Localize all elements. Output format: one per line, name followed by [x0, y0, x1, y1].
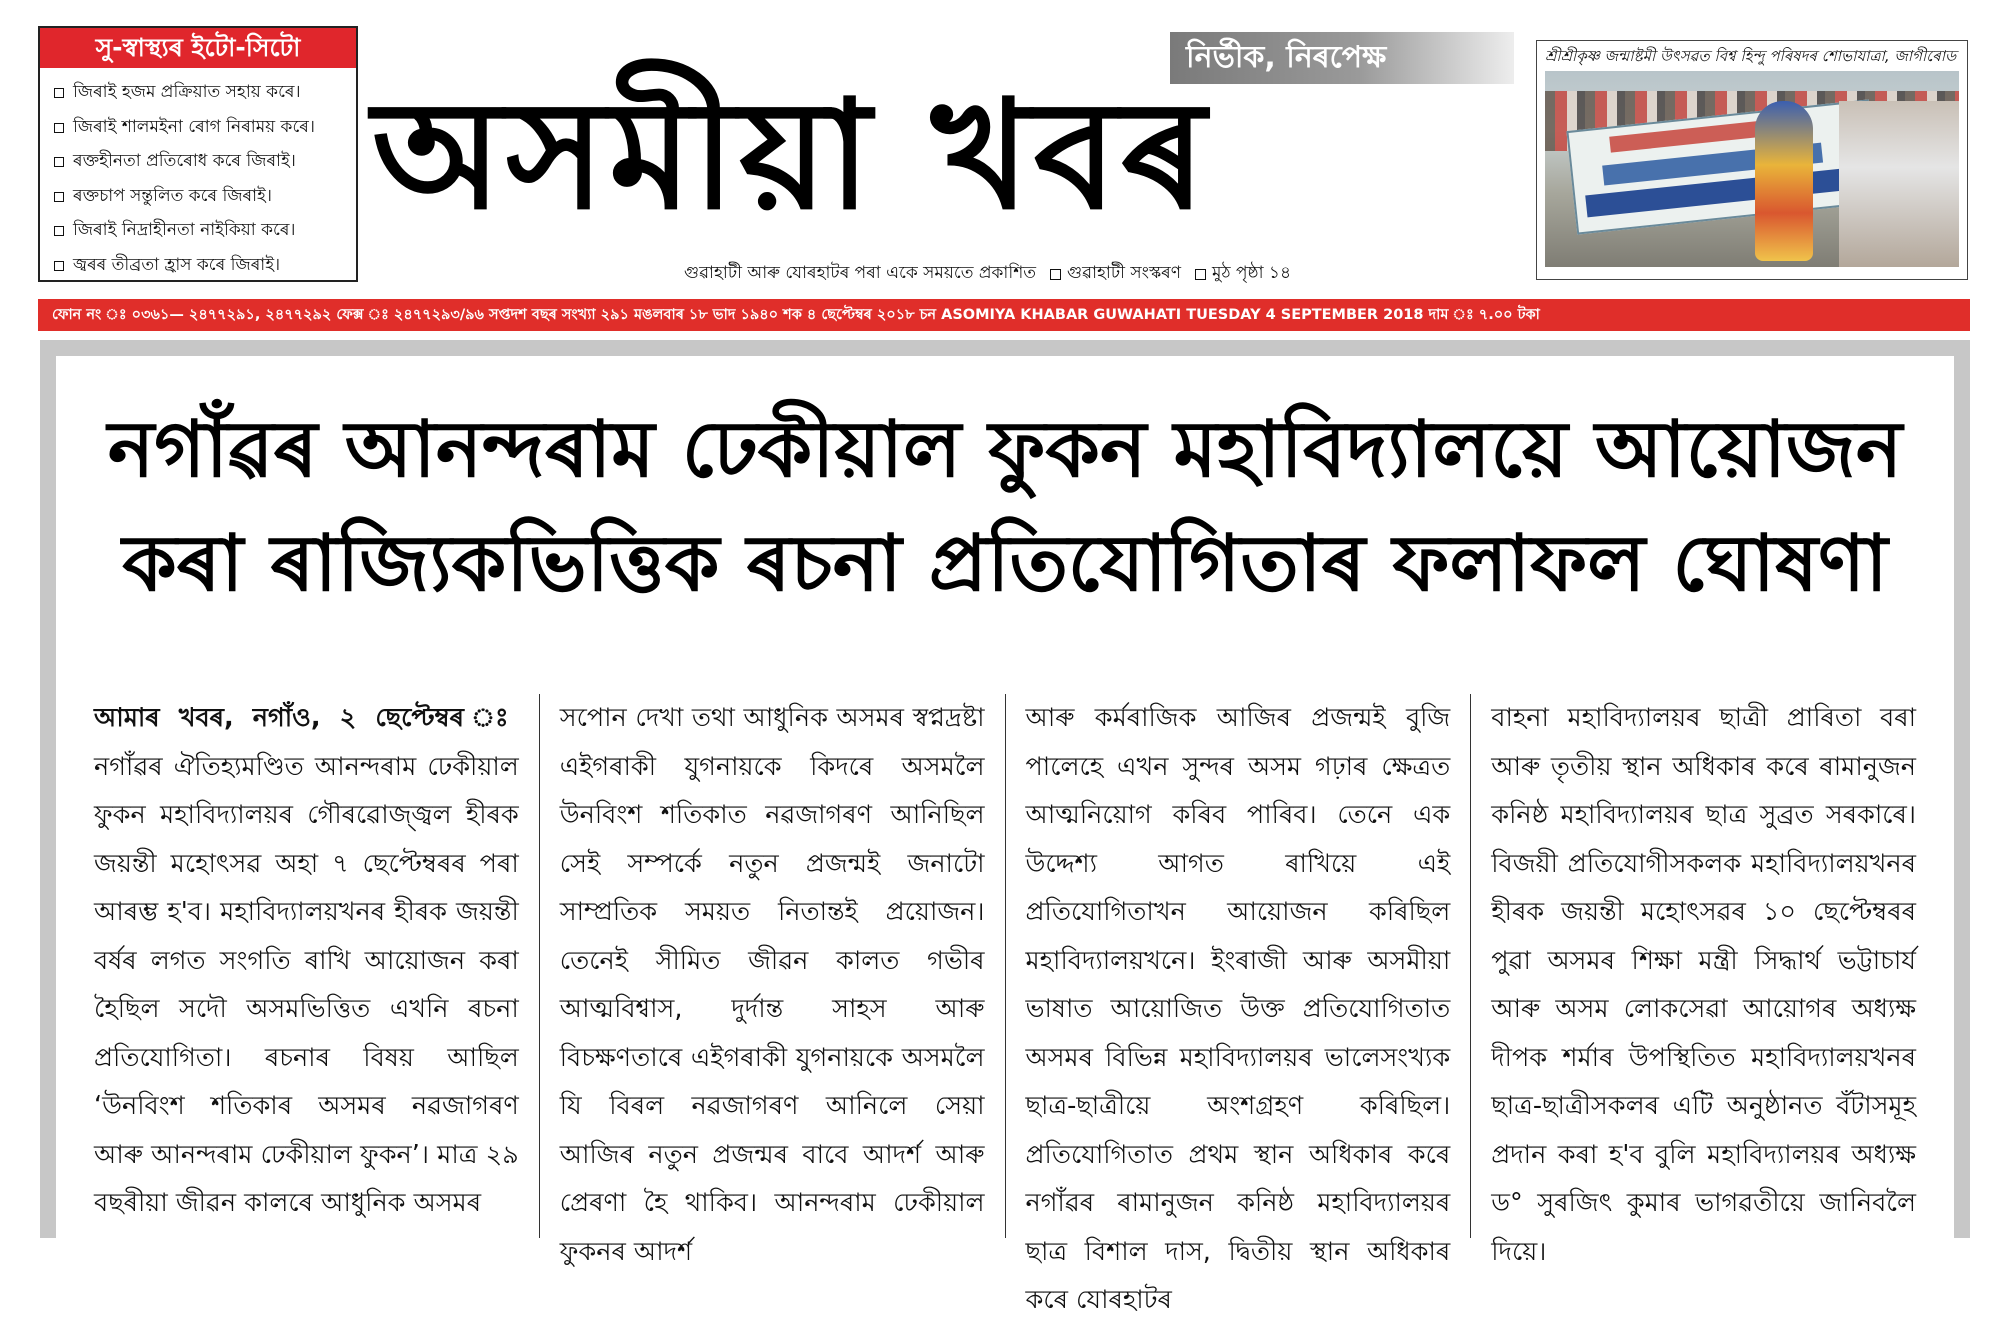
photo-caption: শ্ৰীশ্ৰীকৃষ্ণ জন্মাষ্টমী উৎসৱত বিশ্ব হিন্দু পৰিষদৰ শোভাযাত্ৰা, জাগীৰোড [1545, 47, 1957, 65]
newspaper-title: অসমীয়া খবৰ [372, 69, 1210, 243]
article-text: নগাঁৱৰ ঐতিহ্যমণ্ডিত আনন্দৰাম ঢেকীয়াল ফুকন মহাবিদ্যালয়ৰ গৌৰৱোজ্জ্বল হীৰক জয়ন্তী মহোৎসৱ অহা ৭ ছেপ্টেম্বৰৰ পৰা আৰম্ভ হ'ব। মহাবিদ্যালয়খনৰ হীৰক জয়ন্তী বৰ্ষৰ লগত সংগতি ৰাখি আয়োজন কৰা হৈছিল সদৌ অসমভিত্তিত এখনি ৰচনা প্ৰতিযোগিতা। ৰচনাৰ বিষয় আছিল ‘উনবিংশ শতিকাৰ অসমৰ নৱজাগৰণ আৰু আনন্দৰাম ঢেকীয়াল ফুকন’। মাত্ৰ ২৯ বছৰীয়া জীৱন কালৰে আধুনিক অসমৰ [94, 751, 519, 1218]
issue-info-strip: ফোন নং ঃ ০৩৬১— ২৪৭৭২৯১, ২৪৭৭২৯২ ফেক্স ঃ ২৪৭৭২৯৩/৯৬ সপ্তদশ বছৰ সংখ্যা ২৯১ মঙলবাৰ ১৮ ভাদ ১৯৪০ শক ৪ ছেপ্টেম্বৰ ২০১৮ চন ASOMIYA KHABAR GUWAHATI TUESDAY 4 SEPTEMBER 2018 দাম ঃ ৭.০০ টকা [38, 299, 1970, 331]
health-tips-list [40, 68, 356, 283]
photo-crowd-right [1839, 101, 1959, 267]
masthead-tagline: নিৰ্ভীক, নিৰপেক্ষ [1170, 32, 1514, 84]
article-column-4 [1470, 694, 1936, 1267]
health-tip-text: ৰক্তহীনতা প্ৰতিৰোধ কৰে জিৰাই। [73, 151, 296, 172]
article-column-3 [1005, 694, 1471, 1315]
edition-separator-icon [1050, 269, 1061, 280]
health-tip-text: ৰক্তচাপ সন্তুলিত কৰে জিৰাই। [73, 185, 272, 206]
article-paragraph: আৰু কৰ্মৰাজিক আজিৰ প্ৰজন্মই বুজি পালেহে এখন সুন্দৰ অসম গঢ়াৰ ক্ষেত্ৰত আত্মনিয়োগ কৰিব পাৰিব। তেনে এক উদ্দেশ্য আগত ৰাখিয়ে এই প্ৰতিযোগিতাখন আয়োজন কৰিছিল মহাবিদ্যালয়খনে। ইংৰাজী আৰু অসমীয়া ভাষাত আয়োজিত উক্ত প্ৰতিযোগিতাত অসমৰ বিভিন্ন মহাবিদ্যালয়ৰ ভালেসংখ্যক ছাত্ৰ-ছাত্ৰীয়ে অংশগ্ৰহণ কৰিছিল। প্ৰতিযোগিতাত প্ৰথম স্থান অধিকাৰ কৰে নগাঁৱৰ ৰামানুজন কনিষ্ঠ মহাবিদ্যালয়ৰ ছাত্ৰ বিশাল দাস, দ্বিতীয় স্থান অধিকাৰ কৰে যোৰহাটৰ [1025, 703, 1451, 1315]
health-tip-item [54, 145, 356, 180]
checkbox-bullet-icon [54, 123, 64, 133]
article-column-2 [539, 694, 1005, 1267]
health-tip-item [54, 76, 356, 111]
checkbox-bullet-icon [54, 157, 64, 167]
health-tip-item [54, 180, 356, 215]
article-column-1 [74, 694, 539, 1238]
photo-costumed-child [1755, 101, 1813, 261]
checkbox-bullet-icon [54, 261, 64, 271]
article-paragraph: সপোন দেখা তথা আধুনিক অসমৰ স্বপ্নদ্ৰষ্টা এইগৰাকী যুগনায়কে কিদৰে অসমলৈ উনবিংশ শতিকাত নৱজাগৰণ আনিছিল সেই সম্পৰ্কে নতুন প্ৰজন্মই জনাটো সাম্প্ৰতিক সময়ত নিতান্তই প্ৰয়োজন। তেনেই সীমিত জীৱন কালত গভীৰ আত্মবিশ্বাস, দুৰ্দান্ত সাহস আৰু বিচক্ষণতাৰে এইগৰাকী যুগনায়কে অসমলৈ যি বিৰল নৱজাগৰণ আনিলে সেয়া আজিৰ নতুন প্ৰজন্মৰ বাবে আদৰ্শ আৰু প্ৰেৰণা হৈ থাকিব। আনন্দৰাম ঢেকীয়াল ফুকনৰ আদৰ্শ [559, 703, 985, 1267]
edition-label: গুৱাহাটী সংস্কৰণ [1067, 263, 1182, 283]
health-tips-box [38, 26, 358, 282]
headline-line-1: নগাঁৱৰ আনন্দৰাম ঢেকীয়াল ফুকন মহাবিদ্যালয়ে আয়োজন [107, 405, 1903, 495]
procession-photo [1545, 71, 1959, 267]
health-tip-text: জ্বৰৰ তীব্ৰতা হ্ৰাস কৰে জিৰাই। [73, 254, 281, 275]
published-note: গুৱাহাটী আৰু যোৰহাটৰ পৰা একে সময়তে প্ৰকাশিত [684, 263, 1037, 283]
page-count: মুঠ পৃষ্ঠা ১৪ [1212, 263, 1291, 283]
headline-line-2: কৰা ৰাজ্যিকভিত্তিক ৰচনা প্ৰতিযোগিতাৰ ফলাফল ঘোষণা [122, 519, 1888, 609]
article [56, 356, 1954, 1315]
checkbox-bullet-icon [54, 192, 64, 202]
health-tip-text: জিৰাই নিদ্ৰাহীনতা নাইকিয়া কৰে। [73, 220, 296, 241]
health-tip-item [54, 249, 356, 284]
masthead-subline [684, 260, 1291, 288]
dateline: আমাৰ খবৰ, নগাঁও, ২ ছেপ্টেম্বৰ ঃ [94, 703, 519, 733]
article-paragraph: বাহনা মহাবিদ্যালয়ৰ ছাত্ৰী প্ৰাৰিতা বৰা আৰু তৃতীয় স্থান অধিকাৰ কৰে ৰামানুজন কনিষ্ঠ মহাবিদ্যালয়ৰ ছাত্ৰ সুব্ৰত সৰকাৰে। বিজয়ী প্ৰতিযোগীসকলক মহাবিদ্যালয়খনৰ হীৰক জয়ন্তী মহোৎসৱৰ ১০ ছেপ্টেম্বৰৰ পুৱা অসমৰ শিক্ষা মন্ত্ৰী সিদ্ধাৰ্থ ভট্টাচাৰ্য আৰু অসম লোকসেৱা আয়োগৰ অধ্যক্ষ দীপক শৰ্মাৰ উপস্থিতিত মহাবিদ্যালয়খনৰ ছাত্ৰ-ছাত্ৰীসকলৰ এটি অনুষ্ঠানত বঁটাসমূহ প্ৰদান কৰা হ'ব বুলি মহাবিদ্যালয়ৰ অধ্যক্ষ ড° সুৰজিৎ কুমাৰ ভাগৱতীয়ে জানিবলৈ দিয়ে। [1491, 703, 1916, 1267]
article-paragraph [94, 694, 519, 1228]
news-photo-box [1536, 40, 1968, 280]
article-columns [74, 694, 1936, 1315]
checkbox-bullet-icon [54, 226, 64, 236]
health-tips-title: সু-স্বাস্থ্যৰ ইটো-সিটো [40, 28, 356, 68]
health-tip-text: জিৰাই হজম প্ৰক্ৰিয়াত সহায় কৰে। [73, 82, 301, 103]
health-tip-item [54, 214, 356, 249]
checkbox-bullet-icon [54, 88, 64, 98]
health-tip-text: জিৰাই শালমইনা ৰোগ নিৰাময় কৰে। [73, 116, 315, 137]
health-tip-item [54, 111, 356, 146]
edition-separator-icon [1195, 269, 1206, 280]
article-frame [40, 340, 1970, 1315]
